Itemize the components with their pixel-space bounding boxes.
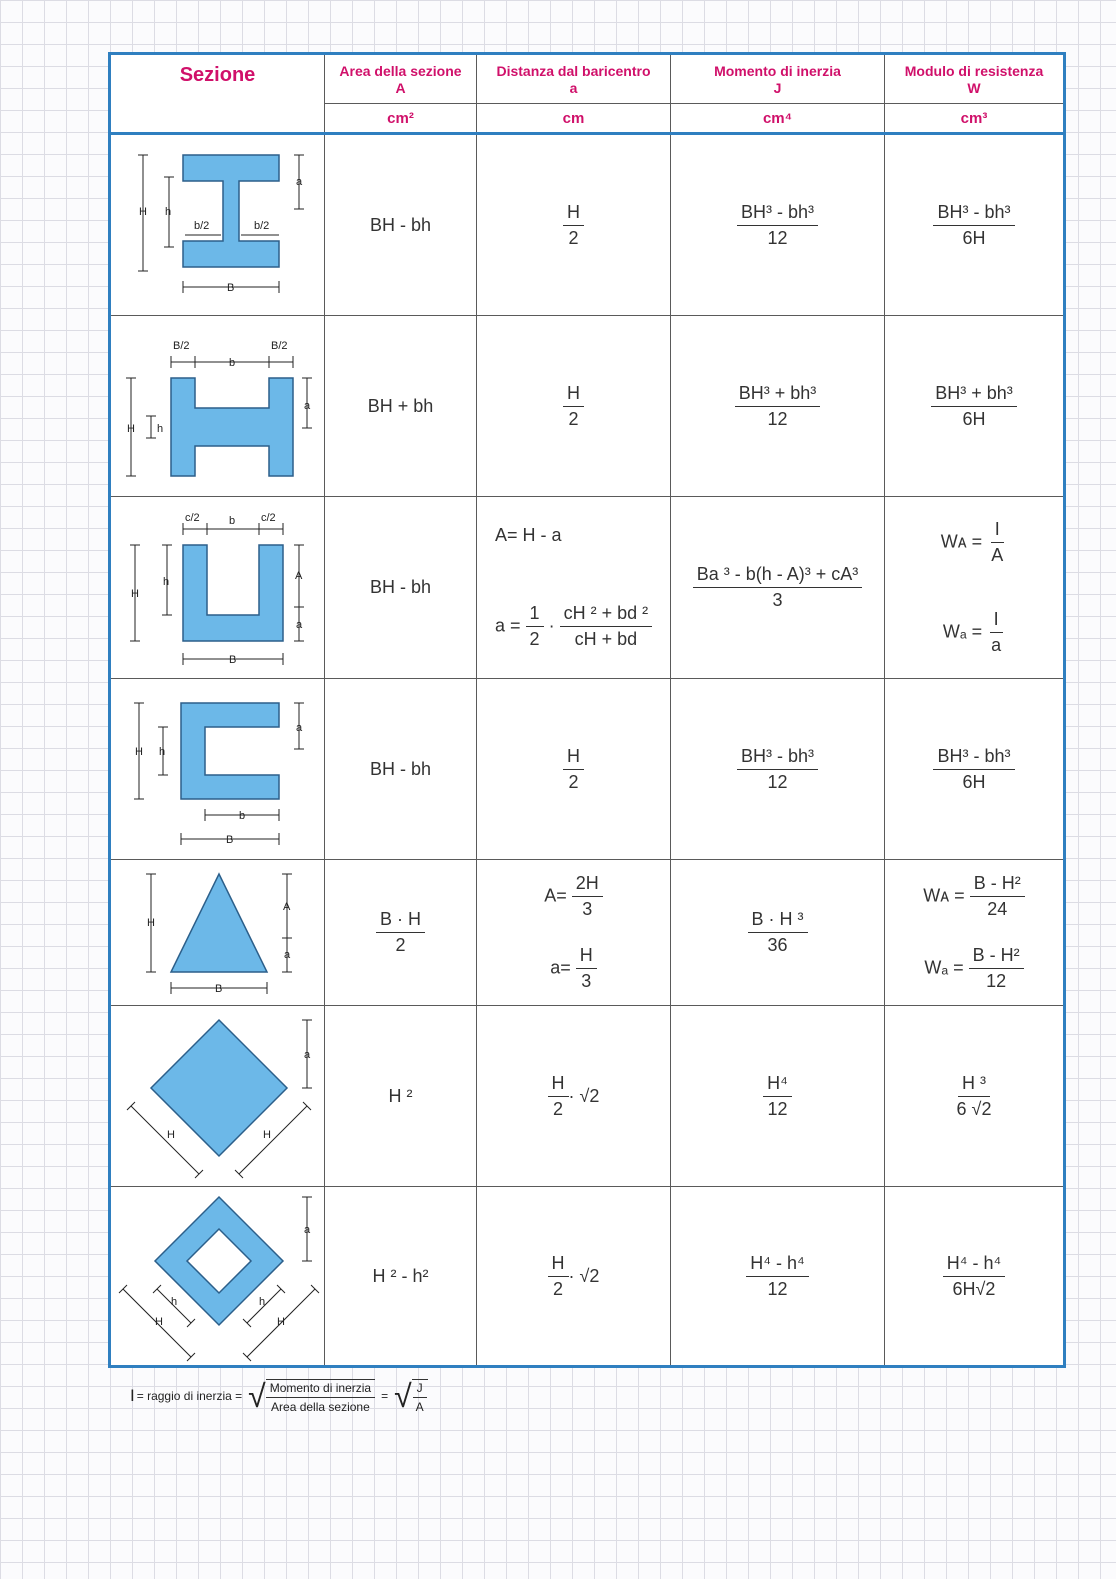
row7-moment-num: H⁴ - h⁴ — [746, 1253, 808, 1277]
row7-modulus-num: H⁴ - h⁴ — [943, 1253, 1005, 1277]
section-u-drawing — [111, 497, 324, 678]
row5-modulus-bottom-num: B - H² — [969, 945, 1024, 969]
hollow-diamond-label-H-right: H — [277, 1316, 285, 1328]
row5-area-num: B · H — [376, 909, 425, 933]
diamond-label-H-left: H — [167, 1129, 175, 1141]
row6-modulus-num: H ³ — [958, 1073, 990, 1097]
h-section-label-h: h — [157, 423, 164, 435]
row4-modulus — [885, 679, 1063, 859]
i-beam-label-b-half-left: b/2 — [194, 220, 210, 232]
radius-of-inertia-formula — [130, 1376, 434, 1416]
triangle-label-H: H — [147, 917, 155, 929]
row1-distance-den: 2 — [568, 227, 579, 248]
triangle-label-a: a — [284, 949, 291, 961]
row5-area — [325, 860, 476, 1005]
triangle-label-A: A — [283, 901, 291, 913]
row4-distance-num: H — [563, 746, 584, 770]
u-section-shape — [183, 545, 283, 641]
header-moment-symbol: J — [773, 80, 782, 96]
h-section-label-a: a — [304, 400, 311, 412]
row4-moment — [671, 679, 884, 859]
row6-area: H ² — [388, 1085, 413, 1106]
header-distance-symbol: a — [569, 80, 578, 96]
footer-label: = raggio di inerzia = — [136, 1389, 243, 1403]
row1-distance-num: H — [563, 202, 584, 226]
row5-distance-bottom — [550, 945, 597, 992]
row4-moment-den: 12 — [767, 771, 788, 792]
row3-distance-frac2-den: cH + bd — [574, 628, 638, 649]
footer-equals: = — [381, 1389, 389, 1403]
row4-distance — [477, 679, 670, 859]
row6-distance-num: H — [548, 1073, 569, 1097]
row5-distance-top-num: 2H — [572, 873, 603, 897]
hollow-diamond-label-a: a — [304, 1224, 311, 1236]
c-section-label-B: B — [226, 834, 234, 846]
row5-modulus-top-den: 24 — [987, 898, 1008, 919]
row5-distance-bottom-num: H — [576, 945, 597, 969]
row4-area: BH - bh — [369, 758, 432, 779]
hollow-diamond-label-h-right: h — [259, 1296, 266, 1308]
row6-modulus — [885, 1006, 1063, 1186]
row6-moment-num: H⁴ — [763, 1073, 792, 1097]
row3-modulus-top-den: A — [991, 544, 1004, 565]
section-i-beam-drawing — [111, 135, 324, 315]
i-beam-label-B: B — [227, 282, 235, 294]
unit-modulus: cm³ — [960, 110, 988, 127]
footer-frac2-den: A — [415, 1399, 424, 1414]
row7-distance-tail: · √2 — [568, 1265, 600, 1286]
u-section-label-b: b — [229, 515, 236, 527]
diamond-label-a: a — [304, 1049, 311, 1061]
row7-distance — [477, 1187, 670, 1365]
row7-moment-den: 12 — [767, 1278, 788, 1299]
row1-moment-num: BH³ - bh³ — [737, 202, 818, 226]
row4-modulus-num: BH³ - bh³ — [933, 746, 1014, 770]
header-modulus — [885, 63, 1063, 97]
u-section-label-B: B — [229, 654, 237, 666]
row5-distance-top-den: 3 — [582, 898, 593, 919]
u-section-label-c-half-left: c/2 — [185, 512, 200, 524]
row5-modulus-bottom-den: 12 — [986, 971, 1007, 992]
row3-distance-line1: A= H - a — [495, 525, 562, 546]
row3-distance-frac1-num: 1 — [526, 603, 544, 627]
row7-area: H ² - h² — [372, 1265, 429, 1286]
row2-modulus — [885, 316, 1063, 496]
row5-modulus-top-lhs: Wᴀ = — [923, 885, 965, 905]
row3-modulus — [885, 497, 1063, 678]
row3-distance-frac2-num: cH ² + bd ² — [560, 603, 653, 627]
u-section-label-h: h — [163, 576, 170, 588]
unit-moment: cm⁴ — [762, 110, 793, 127]
u-section-label-c-half-right: c/2 — [261, 512, 276, 524]
row5-distance-bottom-lhs: a= — [550, 957, 571, 978]
header-moment-title: Momento di inerzia — [714, 63, 841, 79]
row7-moment — [671, 1187, 884, 1365]
row5-moment-num: B · H ³ — [748, 909, 808, 933]
row5-modulus-bottom-lhs: Wₐ = — [924, 957, 964, 978]
row2-moment — [671, 316, 884, 496]
row5-modulus-top — [923, 873, 1024, 920]
section-hollow-diamond-drawing — [111, 1187, 324, 1365]
row6-moment — [671, 1006, 884, 1186]
row3-area: BH - bh — [369, 577, 432, 597]
row3-distance — [477, 497, 670, 678]
footer-sqrt-2: √ $\frac{J}{A}$ — [394, 1379, 428, 1414]
row7-distance-den: 2 — [553, 1278, 564, 1299]
row2-distance — [477, 316, 670, 496]
footer-symbol: I — [130, 1386, 135, 1405]
row6-moment-den: 12 — [767, 1098, 788, 1119]
row7-distance-num: H — [548, 1253, 569, 1277]
row5-distance — [477, 860, 670, 1005]
row1-modulus-den: 6H — [962, 227, 986, 248]
row2-distance-num: H — [563, 383, 584, 407]
row3-modulus-bottom — [943, 609, 1005, 656]
u-section-label-a: a — [296, 619, 303, 631]
row3-moment-den: 3 — [772, 590, 783, 610]
row3-modulus-top-num: I — [991, 519, 1004, 543]
row3-modulus-bottom-num: I — [990, 609, 1003, 633]
c-section-shape — [181, 703, 279, 799]
header-modulus-symbol: W — [967, 80, 981, 96]
u-section-label-H: H — [131, 588, 139, 600]
row2-moment-num: BH³ + bh³ — [735, 383, 821, 407]
section-c-drawing — [111, 679, 324, 859]
row2-modulus-den: 6H — [962, 408, 986, 429]
header-area — [325, 63, 476, 97]
header-divider — [324, 103, 1063, 104]
row6-distance-tail: · √2 — [568, 1085, 600, 1106]
row2-moment-den: 12 — [767, 408, 788, 429]
row6-distance-den: 2 — [553, 1098, 564, 1119]
h-section-label-H: H — [127, 423, 135, 435]
row4-distance-den: 2 — [568, 771, 579, 792]
header-distance — [477, 63, 670, 97]
u-section-label-A: A — [295, 570, 303, 582]
c-section-label-h: h — [159, 746, 166, 758]
row4-modulus-den: 6H — [962, 771, 986, 792]
c-section-label-H: H — [135, 746, 143, 758]
footer-frac1-den: Area della sezione — [271, 1399, 370, 1414]
row3-modulus-bottom-lhs: Wₐ = — [942, 621, 983, 642]
h-section-shape — [171, 378, 293, 476]
row7-modulus-den: 6H√2 — [952, 1278, 996, 1299]
row7-modulus — [885, 1187, 1063, 1365]
row5-moment-den: 36 — [767, 935, 788, 955]
i-beam-label-H: H — [139, 206, 147, 218]
row1-moment-den: 12 — [767, 227, 788, 248]
header-area-symbol: A — [395, 80, 406, 96]
row3-moment-num: Ba ³ - b(h - A)³ + cA³ — [693, 564, 863, 588]
footer-frac2-num: J — [413, 1381, 427, 1398]
row3-distance-line2: a = $\frac{1}{2}$ · $\frac{\text{cH ² + bd ²}}{cH + bd}$ — [495, 603, 652, 650]
unit-distance: cm — [562, 110, 585, 127]
header-distance-title: Distanza dal baricentro — [496, 63, 651, 79]
footer-sqrt-1: √ $\frac{\text{Momento di inerzia}}{\text{Area della sezione}}$ — [248, 1379, 375, 1414]
hollow-diamond-label-H-left: H — [155, 1316, 163, 1328]
hollow-diamond-label-h-left: h — [171, 1296, 178, 1308]
row1-modulus — [885, 135, 1063, 315]
header-modulus-title: Modulo di resistenza — [904, 63, 1044, 79]
header-sezione: Sezione — [179, 63, 256, 86]
triangle-label-B: B — [215, 983, 223, 995]
footer-frac1-num: Momento di inerzia — [266, 1381, 375, 1398]
row6-modulus-den: 6 √2 — [956, 1098, 992, 1119]
row3-modulus-top-lhs: Wᴀ = — [940, 531, 983, 551]
i-beam-shape — [183, 155, 279, 267]
section-h-drawing — [111, 316, 324, 496]
row5-distance-top-lhs: A= — [544, 885, 567, 905]
diamond-label-H-right: H — [263, 1129, 271, 1141]
section-triangle-drawing — [111, 860, 324, 1005]
i-beam-label-b-half-right: b/2 — [254, 220, 270, 232]
section-diamond-drawing — [111, 1006, 324, 1186]
row1-moment — [671, 135, 884, 315]
row1-area: BH - bh — [369, 214, 432, 235]
row4-moment-num: BH³ - bh³ — [737, 746, 818, 770]
row5-distance-bottom-den: 3 — [581, 971, 592, 992]
c-section-label-a: a — [296, 722, 303, 734]
i-beam-label-a: a — [296, 176, 303, 188]
row5-modulus-bottom — [924, 945, 1023, 992]
row5-modulus — [885, 860, 1063, 1005]
header-moment — [671, 63, 884, 97]
row5-area-den: 2 — [395, 935, 406, 955]
row1-distance — [477, 135, 670, 315]
i-beam-label-h: h — [165, 206, 172, 218]
c-section-label-b: b — [239, 810, 246, 822]
row5-moment — [671, 860, 884, 1005]
row3-moment — [671, 497, 884, 678]
unit-area: cm² — [387, 110, 414, 127]
row5-modulus-top-num: B - H² — [970, 873, 1025, 897]
row2-modulus-num: BH³ + bh³ — [931, 383, 1017, 407]
row3-modulus-top — [941, 519, 1007, 566]
row3-distance-frac1-den: 2 — [529, 628, 540, 649]
row2-distance-den: 2 — [568, 408, 579, 429]
row1-modulus-num: BH³ - bh³ — [933, 202, 1014, 226]
h-section-label-b: b — [229, 357, 236, 369]
triangle-shape — [171, 874, 267, 972]
row3-modulus-bottom-den: a — [991, 635, 1002, 656]
row5-distance-top — [544, 873, 603, 920]
row2-area: BH + bh — [367, 395, 434, 416]
row3-distance-prefix: a = — [495, 615, 521, 635]
row6-distance — [477, 1006, 670, 1186]
h-section-label-B-half-right: B/2 — [271, 340, 288, 352]
header-area-title: Area della sezione — [339, 63, 462, 79]
h-section-label-B-half-left: B/2 — [173, 340, 190, 352]
sections-table — [108, 52, 1066, 1368]
